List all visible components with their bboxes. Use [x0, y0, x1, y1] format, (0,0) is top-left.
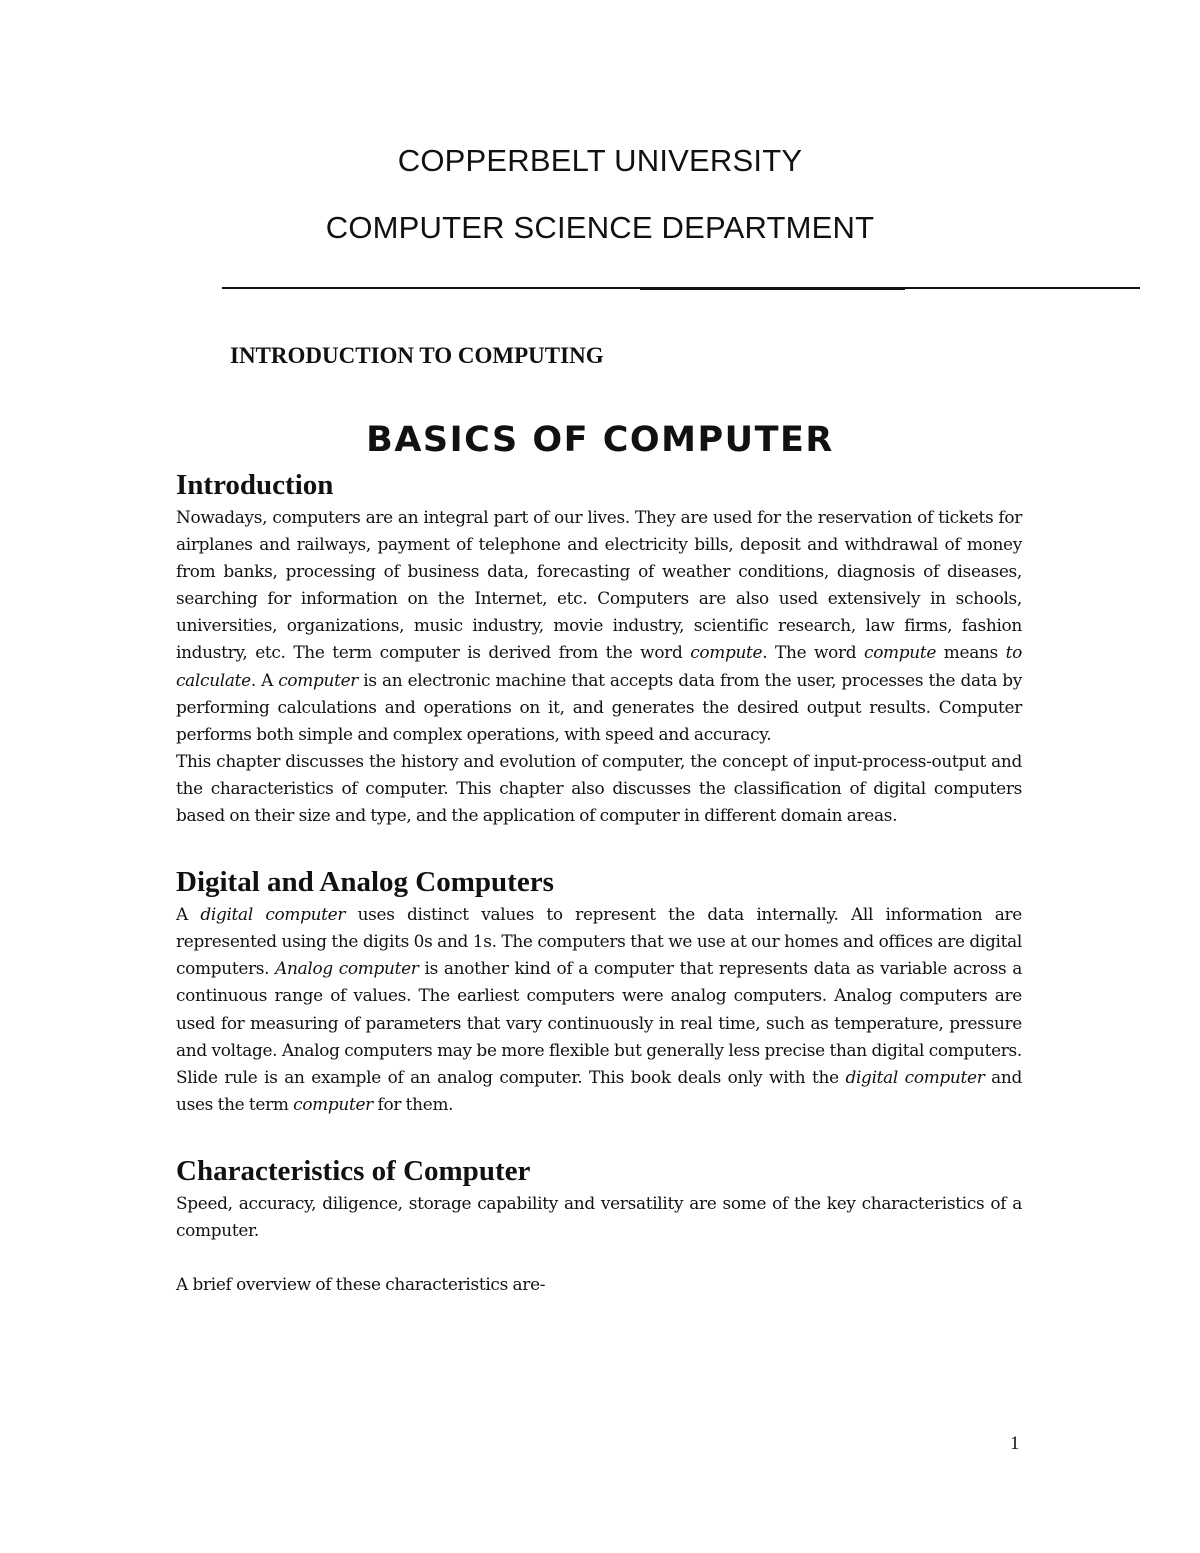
section-heading-introduction: Introduction: [176, 469, 334, 501]
document-body: [176, 466, 1022, 1298]
page-number: 1: [1010, 1433, 1020, 1454]
paragraph-digital-analog: A digital computer uses distinct values to represent the data internally. All information are represented using the digits 0s and 1s. The computers that we use at our homes and offices are digital computers. Analog computer is another kind of a computer that represents data as variable across a continuous range of values. The earliest computers were analog computers. Analog computers are used for measuring of parameters that vary continuously in real time, such as temperature, pressure and voltage. Analog computers may be more flexible but generally less precise than digital computers. Slide rule is an example of an analog computer. This book deals only with the digital computer and uses the term computer for them.: [176, 904, 1023, 1114]
section-heading-digital-analog: Digital and Analog Computers: [176, 866, 554, 899]
university-name: COPPERBELT UNIVERSITY: [397, 143, 803, 178]
section-heading-characteristics: Characteristics of Computer: [176, 1154, 531, 1187]
paragraph-characteristics-1: Speed, accuracy, diligence, storage capability and versatility are some of the key characteristics of a computer.: [176, 1192, 1022, 1240]
paragraph-introduction-2: This chapter discusses the history and evolution of computer, the concept of input-process-output and the characteristics of computer. This chapter also discusses the classification of digital computers based on their size and type, and the application of computer in different domain areas.: [176, 750, 1022, 826]
paragraph-introduction-1: Nowadays, computers are an integral part of our lives. They are used for the reservation of tickets for airplanes and railways, payment of telephone and electricity bills, deposit and withdrawal of money from banks, processing of business data, forecasting of weather conditions, diagnosis of diseases, searching for information on the Internet, etc. Computers are also used extensively in schools, universities, organizations, music industry, movie industry, scientific research, law firms, fashion industry, etc. The term computer is derived from the word compute. The word compute means to calculate. A computer is an electronic machine that accepts data from the user, processes the data by performing calculations and operations on it, and generates the desired output results. Computer performs both simple and complex operations, with speed and accuracy.: [176, 507, 1022, 744]
paragraph-characteristics-2: A brief overview of these characteristics are-: [176, 1274, 546, 1295]
document-title: BASICS OF COMPUTER: [366, 420, 834, 460]
department-name: COMPUTER SCIENCE DEPARTMENT: [325, 210, 875, 245]
header-divider-accent: [640, 287, 905, 290]
course-title: INTRODUCTION TO COMPUTING: [230, 343, 604, 368]
